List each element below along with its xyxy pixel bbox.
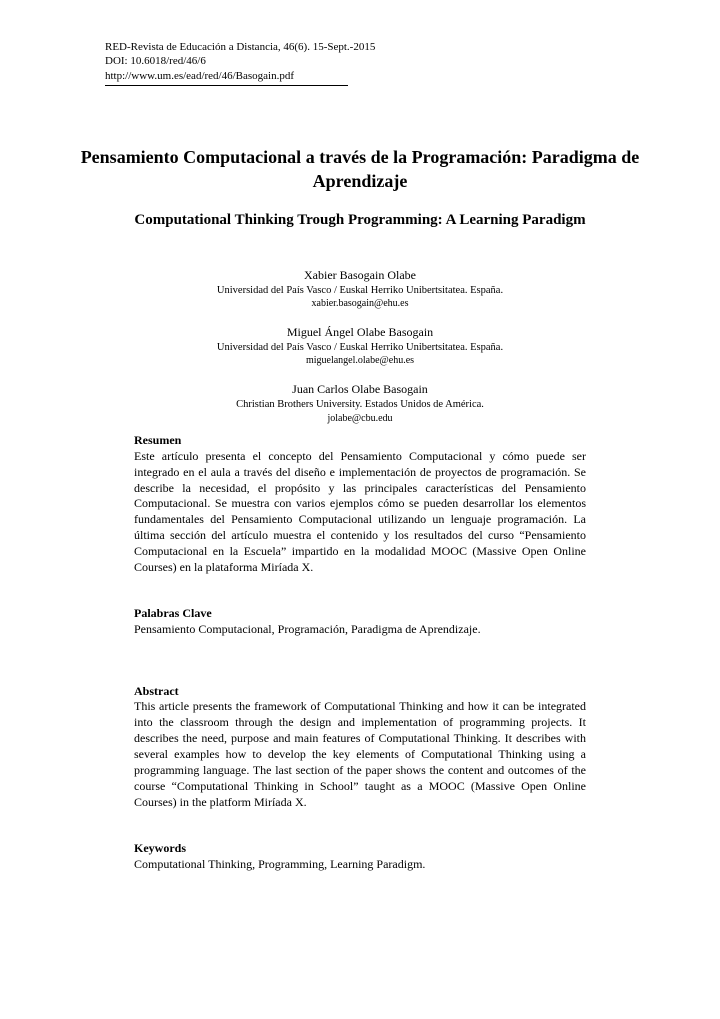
paper-url-link[interactable]: http://www.um.es/ead/red/46/Basogain.pdf <box>105 69 295 82</box>
author-email: xabier.basogain@ehu.es <box>311 298 409 310</box>
header-rule <box>105 85 348 86</box>
author-name: Xabier Basogain Olabe <box>304 268 416 282</box>
author-affiliation: Christian Brothers University. Estados Unidos de América. <box>236 399 484 411</box>
author-name: Juan Carlos Olabe Basogain <box>292 382 428 397</box>
author-affiliation: Universidad del País Vasco / Euskal Herriko Unibertsitatea. España. <box>216 284 504 296</box>
author-name: Miguel Ángel Olabe Basogain <box>286 325 434 340</box>
author-block <box>0 268 720 310</box>
doi-text: DOI: 10.6018/red/46/6 <box>105 55 206 68</box>
author-affiliation: Universidad del País Vasco / Euskal Herriko Unibertsitatea. España. <box>216 341 504 353</box>
author-email: jolabe@cbu.edu <box>327 412 393 424</box>
author-block <box>0 382 720 424</box>
authors-section <box>0 268 720 440</box>
abstract-text: This article presents the framework of Computational Thinking and how it can be integrated into the classroom through the design and implementation of programming projects. It describes the need, purpose and main features of Computational Thinking. It describes with several examples how to develop the key elements of Computational Thinking using a programming language. The last section of the paper shows the content and outcomes of the course “Computational Thinking in School” taught as a MOOC (Massive Open Online Courses) in the platform Miríada X. <box>134 699 586 810</box>
author-email: miguelangel.olabe@ehu.es <box>305 355 415 367</box>
keywords-text: Computational Thinking, Programming, Learning Paradigm. <box>134 856 426 871</box>
paper-subtitle: Computational Thinking Trough Programming: A Learning Paradigm <box>134 212 586 228</box>
palabras-clave-heading: Palabras Clave <box>134 606 212 621</box>
resumen-heading: Resumen <box>134 433 182 447</box>
abstract-heading: Abstract <box>134 683 179 698</box>
paper-title-wrap <box>0 145 720 194</box>
paper-body <box>134 433 586 873</box>
paper-subtitle-wrap <box>0 210 720 231</box>
paper-header <box>105 40 375 86</box>
palabras-clave-text: Pensamiento Computacional, Programación, Paradigma de Aprendizaje. <box>134 621 481 636</box>
journal-citation: RED-Revista de Educación a Distancia, 46(6). 15-Sept.-2015 <box>105 41 376 53</box>
resumen-text: Este artículo presenta el concepto del Pensamiento Computacional y cómo puede ser integrado en el aula a través del diseño e implementación de proyectos de programación. Se describe la necesidad, el propósito y las principales características del Pensamiento Computacional. Se muestra con varios ejemplos cómo se pueden desarrollar los elementos fundamentales del Pensamiento Computacional utilizando un lenguaje programación. La última sección del artículo muestra el contenido y los resultados del curso “Pensamiento Computacional en la Escuela” impartido en la modalidad MOOC (Massive Open Online Courses) en la plataforma Miríada X. <box>134 448 586 575</box>
paper-title: Pensamiento Computacional a través de la Programación: Paradigma de Aprendizaje <box>80 147 640 192</box>
keywords-heading: Keywords <box>134 841 186 856</box>
author-block <box>0 325 720 367</box>
